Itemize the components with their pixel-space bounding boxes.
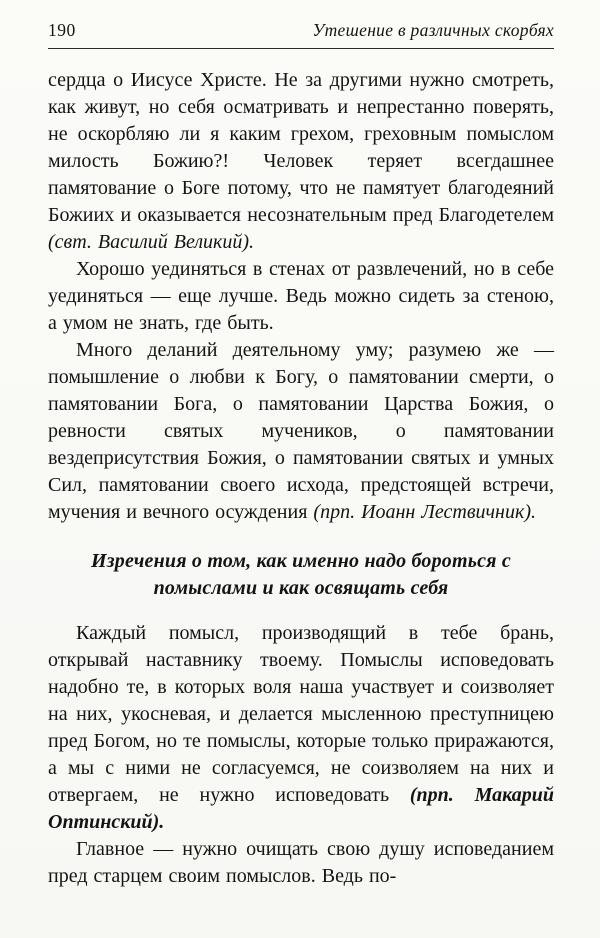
paragraph xyxy=(48,256,554,337)
paragraph xyxy=(48,67,554,256)
paragraph-text: Каждый помысл, производящий в тебе брань, открывай наставнику твоему. Помыслы исповедовать надобно те, в которых воля наша участвует и соизволяет на них, укосневая, и делается мысленною преступницею пред Богом, но те помыслы, которые только приражаются, а мы с ними не согласуемся, не соизволяем на них и отвергаем, не нужно исповедовать xyxy=(48,622,554,806)
paragraph-text: Главное — нужно очищать свою душу исповеданием пред старцем своим помыслов. Ведь по- xyxy=(48,838,554,887)
paragraph xyxy=(48,836,554,890)
paragraph xyxy=(48,620,554,836)
page-body xyxy=(48,67,554,890)
attribution-saint: (прп. Макарий Оптинский). xyxy=(48,784,554,833)
paragraph xyxy=(48,337,554,526)
paragraph-text: Хорошо уединяться в стенах от развлечений, но в себе уединяться — еще лучше. Ведь можно сидеть за стеною, а умом не знать, где быть. xyxy=(48,258,554,334)
running-title: Утешение в различных скорбях xyxy=(312,20,554,40)
page-number: 190 xyxy=(48,20,76,40)
section-heading: Изречения о том, как именно надо бороться с помыслами и как освящать себя xyxy=(91,550,511,599)
paragraph-text: сердца о Иисусе Христе. Не за другими нужно смотреть, как живут, но себя осматривать и непрестанно поверять, не оскорбляю ли я каким грехом, греховным помыслом милость Божию?! Человек теряет всегдашнее памятование о Боге потому, что не памятует благодеяний Божиих и оказывается несознательным пред Благодетелем xyxy=(48,69,554,226)
running-header xyxy=(48,20,554,49)
attribution-saint: (прп. Иоанн Лествичник). xyxy=(313,501,536,523)
paragraph-text: Много деланий деятельному уму; разумею же — помышление о любви к Богу, о памятовании смерти, о памятовании Бога, о памятовании Царства Божия, о ревности святых мучеников, о памятовании вездеприсутствия Божия, о памятовании святых и умных Сил, памятовании своего исхода, предстоящей встречи, мучения и вечного осуждения xyxy=(48,339,554,523)
attribution-saint: (свт. Василий Великий). xyxy=(48,231,255,253)
